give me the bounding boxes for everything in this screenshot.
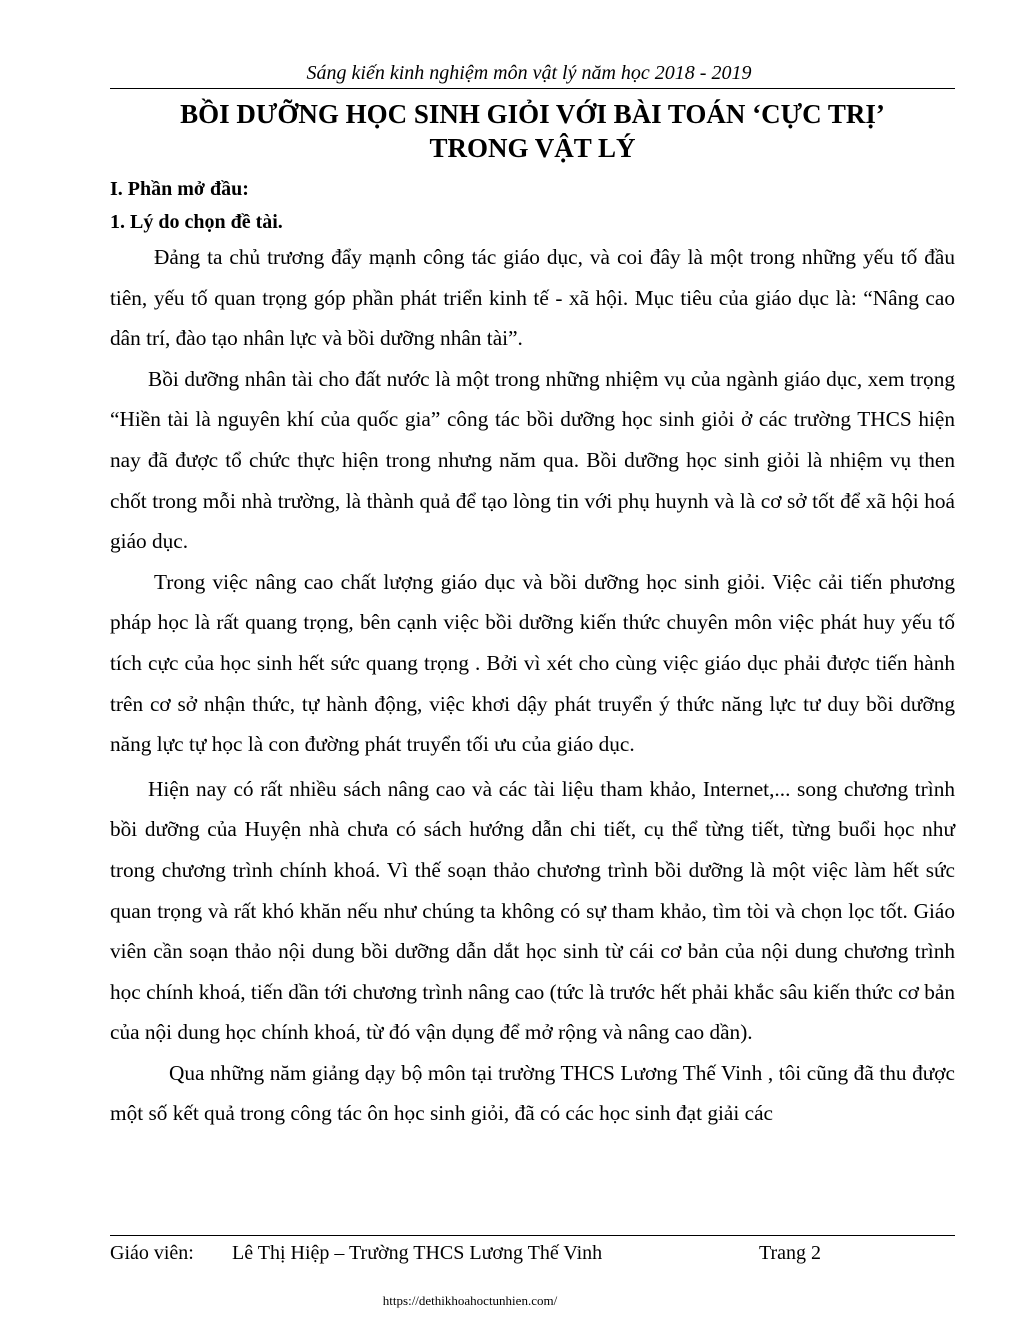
section-heading: I. Phần mở đầu: — [110, 178, 249, 200]
footer-teacher-label: Giáo viên: — [110, 1242, 194, 1264]
paragraph-1: Đảng ta chủ trương đẩy mạnh công tác giáo dục, và coi đây là một trong những yếu tố đầu tiên, yếu tố quan trọng góp phần phát triển kinh tế - xã hội. Mục tiêu của giáo dục là: “Nâng cao dân trí, đào tạo nhân lực và bồi dưỡng nhân tài”. — [110, 245, 955, 351]
source-url: https://dethikhoahoctunhien.com/ — [382, 1293, 558, 1308]
paragraph-2: Bồi dưỡng nhân tài cho đất nước là một trong những nhiệm vụ của ngành giáo dục, xem trọng “Hiền tài là nguyên khí của quốc gia” công tác bồi dưỡng học sinh giỏi ở các trường THCS hiện nay đã được tổ chức thực hiện trong nhưng năm qua. Bồi dưỡng học sinh giỏi là nhiệm vụ then chốt trong mỗi nhà trường, là thành quả để tạo lòng tin với phụ huynh và là cơ sở tốt để xã hội hoá giáo dục. — [110, 366, 955, 554]
running-header: Sáng kiến kinh nghiệm môn vật lý năm học 2018 - 2019 — [306, 62, 752, 84]
paragraph-3: Trong việc nâng cao chất lượng giáo dục và bồi dưỡng học sinh giỏi. Việc cải tiến phương pháp học là rất quang trọng, bên cạnh việc bồi dưỡng kiến thức chuyên môn việc phát huy yếu tố tích cực của học sinh hết sức quang trọng . Bởi vì xét cho cùng việc giáo dục phải được tiến hành trên cơ sở nhận thức, tự hành động, việc khơi dậy phát truyển ý thức năng lực tư duy bồi dưỡng năng lực tự học là con đường phát truyển tối ưu của giáo dục. — [110, 569, 955, 757]
title-line-2: TRONG VẬT LÝ — [429, 133, 636, 163]
footer-teacher-name: Lê Thị Hiệp – Trường THCS Lương Thế Vinh — [232, 1242, 603, 1264]
footer-divider — [110, 1235, 955, 1236]
subsection-heading: 1. Lý do chọn đề tài. — [110, 211, 283, 233]
page-number: Trang 2 — [759, 1242, 822, 1264]
body-text — [110, 237, 955, 1134]
paragraph-4: Hiện nay có rất nhiều sách nâng cao và các tài liệu tham khảo, Internet,... song chương trình bồi dưỡng của Huyện nhà chưa có sách hướng dẫn chi tiết, cụ thể từng tiết, từng buổi học như trong chương trình chính khoá. Vì thế soạn thảo chương trình bồi dưỡng là một việc làm hết sức quan trọng và rất khó khăn nếu như chúng ta không có sự tham khảo, tìm tòi và chọn lọc tốt. Giáo viên cần soạn thảo nội dung bồi dưỡng dẫn dắt học sinh từ cái cơ bản của nội dung chương trình học chính khoá, tiến dần tới chương trình nâng cao (tức là trước hết phải khắc sâu kiến thức cơ bản của nội dung học chính khoá, từ đó vận dụng để mở rộng và nâng cao dần). — [110, 776, 955, 1045]
document-title — [110, 97, 955, 165]
header-divider — [110, 88, 955, 89]
paragraph-5: Qua những năm giảng dạy bộ môn tại trường THCS Lương Thế Vinh , tôi cũng đã thu được một số kết quả trong công tác ôn học sinh giỏi, đã có các học sinh đạt giải các — [110, 1060, 955, 1126]
title-line-1: BỒI DƯỠNG HỌC SINH GIỎI VỚI BÀI TOÁN ‘CỰC TRỊ’ — [180, 99, 885, 129]
